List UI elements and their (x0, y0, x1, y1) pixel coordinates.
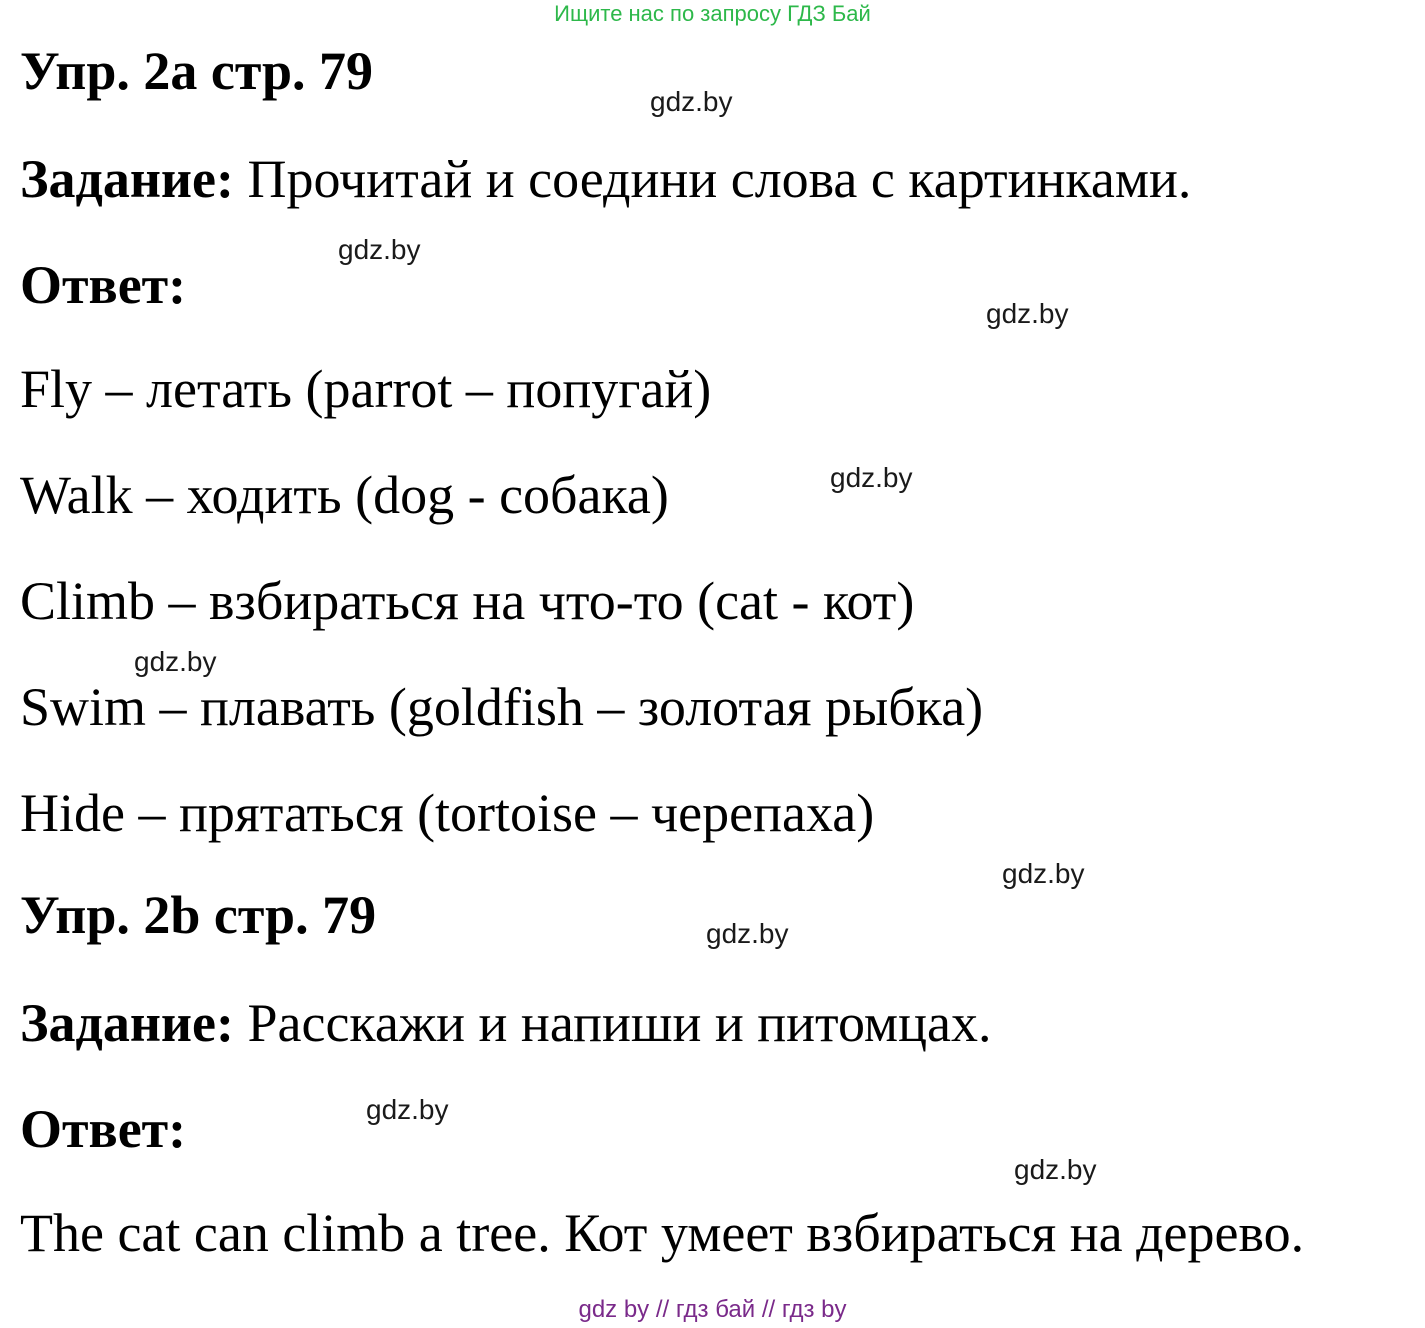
footer-watermark: gdz by // гдз бай // гдз by (578, 1296, 847, 1323)
watermark: gdz.by (338, 234, 421, 265)
watermark: gdz.by (1014, 1154, 1097, 1185)
answer-line: Fly – летать (parrot – попугай) (20, 359, 712, 419)
answer-line: Climb – взбираться на что-то (cat - кот) (20, 571, 915, 631)
exercise-a-task-text: Прочитай и соедини слова с картинками. (234, 149, 1192, 209)
exercise-b-task-text: Расскажи и напиши и питомцах. (234, 993, 992, 1053)
exercise-b-answer-text: The cat can climb a tree. Кот умеет взбираться на дерево. (20, 1203, 1305, 1263)
exercise-a-task (20, 148, 1191, 210)
exercise-b-heading: Упр. 2b стр. 79 (20, 885, 377, 945)
watermark: gdz.by (650, 86, 733, 117)
watermark: gdz.by (986, 298, 1069, 329)
exercise-a-heading: Упр. 2a стр. 79 (20, 41, 374, 101)
answer-line: Hide – прятаться (tortoise – черепаха) (20, 783, 875, 843)
watermark: gdz.by (134, 646, 217, 677)
answer-line: Walk – ходить (dog - собака) (20, 465, 669, 525)
watermark: gdz.by (706, 918, 789, 949)
exercise-a-answer-label: Ответ: (20, 255, 187, 315)
exercise-a-task-label: Задание: (20, 149, 234, 209)
watermark: gdz.by (830, 462, 913, 493)
search-banner: Ищите нас по запросу ГДЗ Бай (554, 1, 871, 26)
exercise-b-answer-label: Ответ: (20, 1099, 187, 1159)
watermark: gdz.by (366, 1094, 449, 1125)
answer-line: Swim – плавать (goldfish – золотая рыбка) (20, 677, 984, 737)
exercise-b-task (20, 992, 991, 1054)
exercise-b-task-label: Задание: (20, 993, 234, 1053)
watermark: gdz.by (1002, 858, 1085, 889)
